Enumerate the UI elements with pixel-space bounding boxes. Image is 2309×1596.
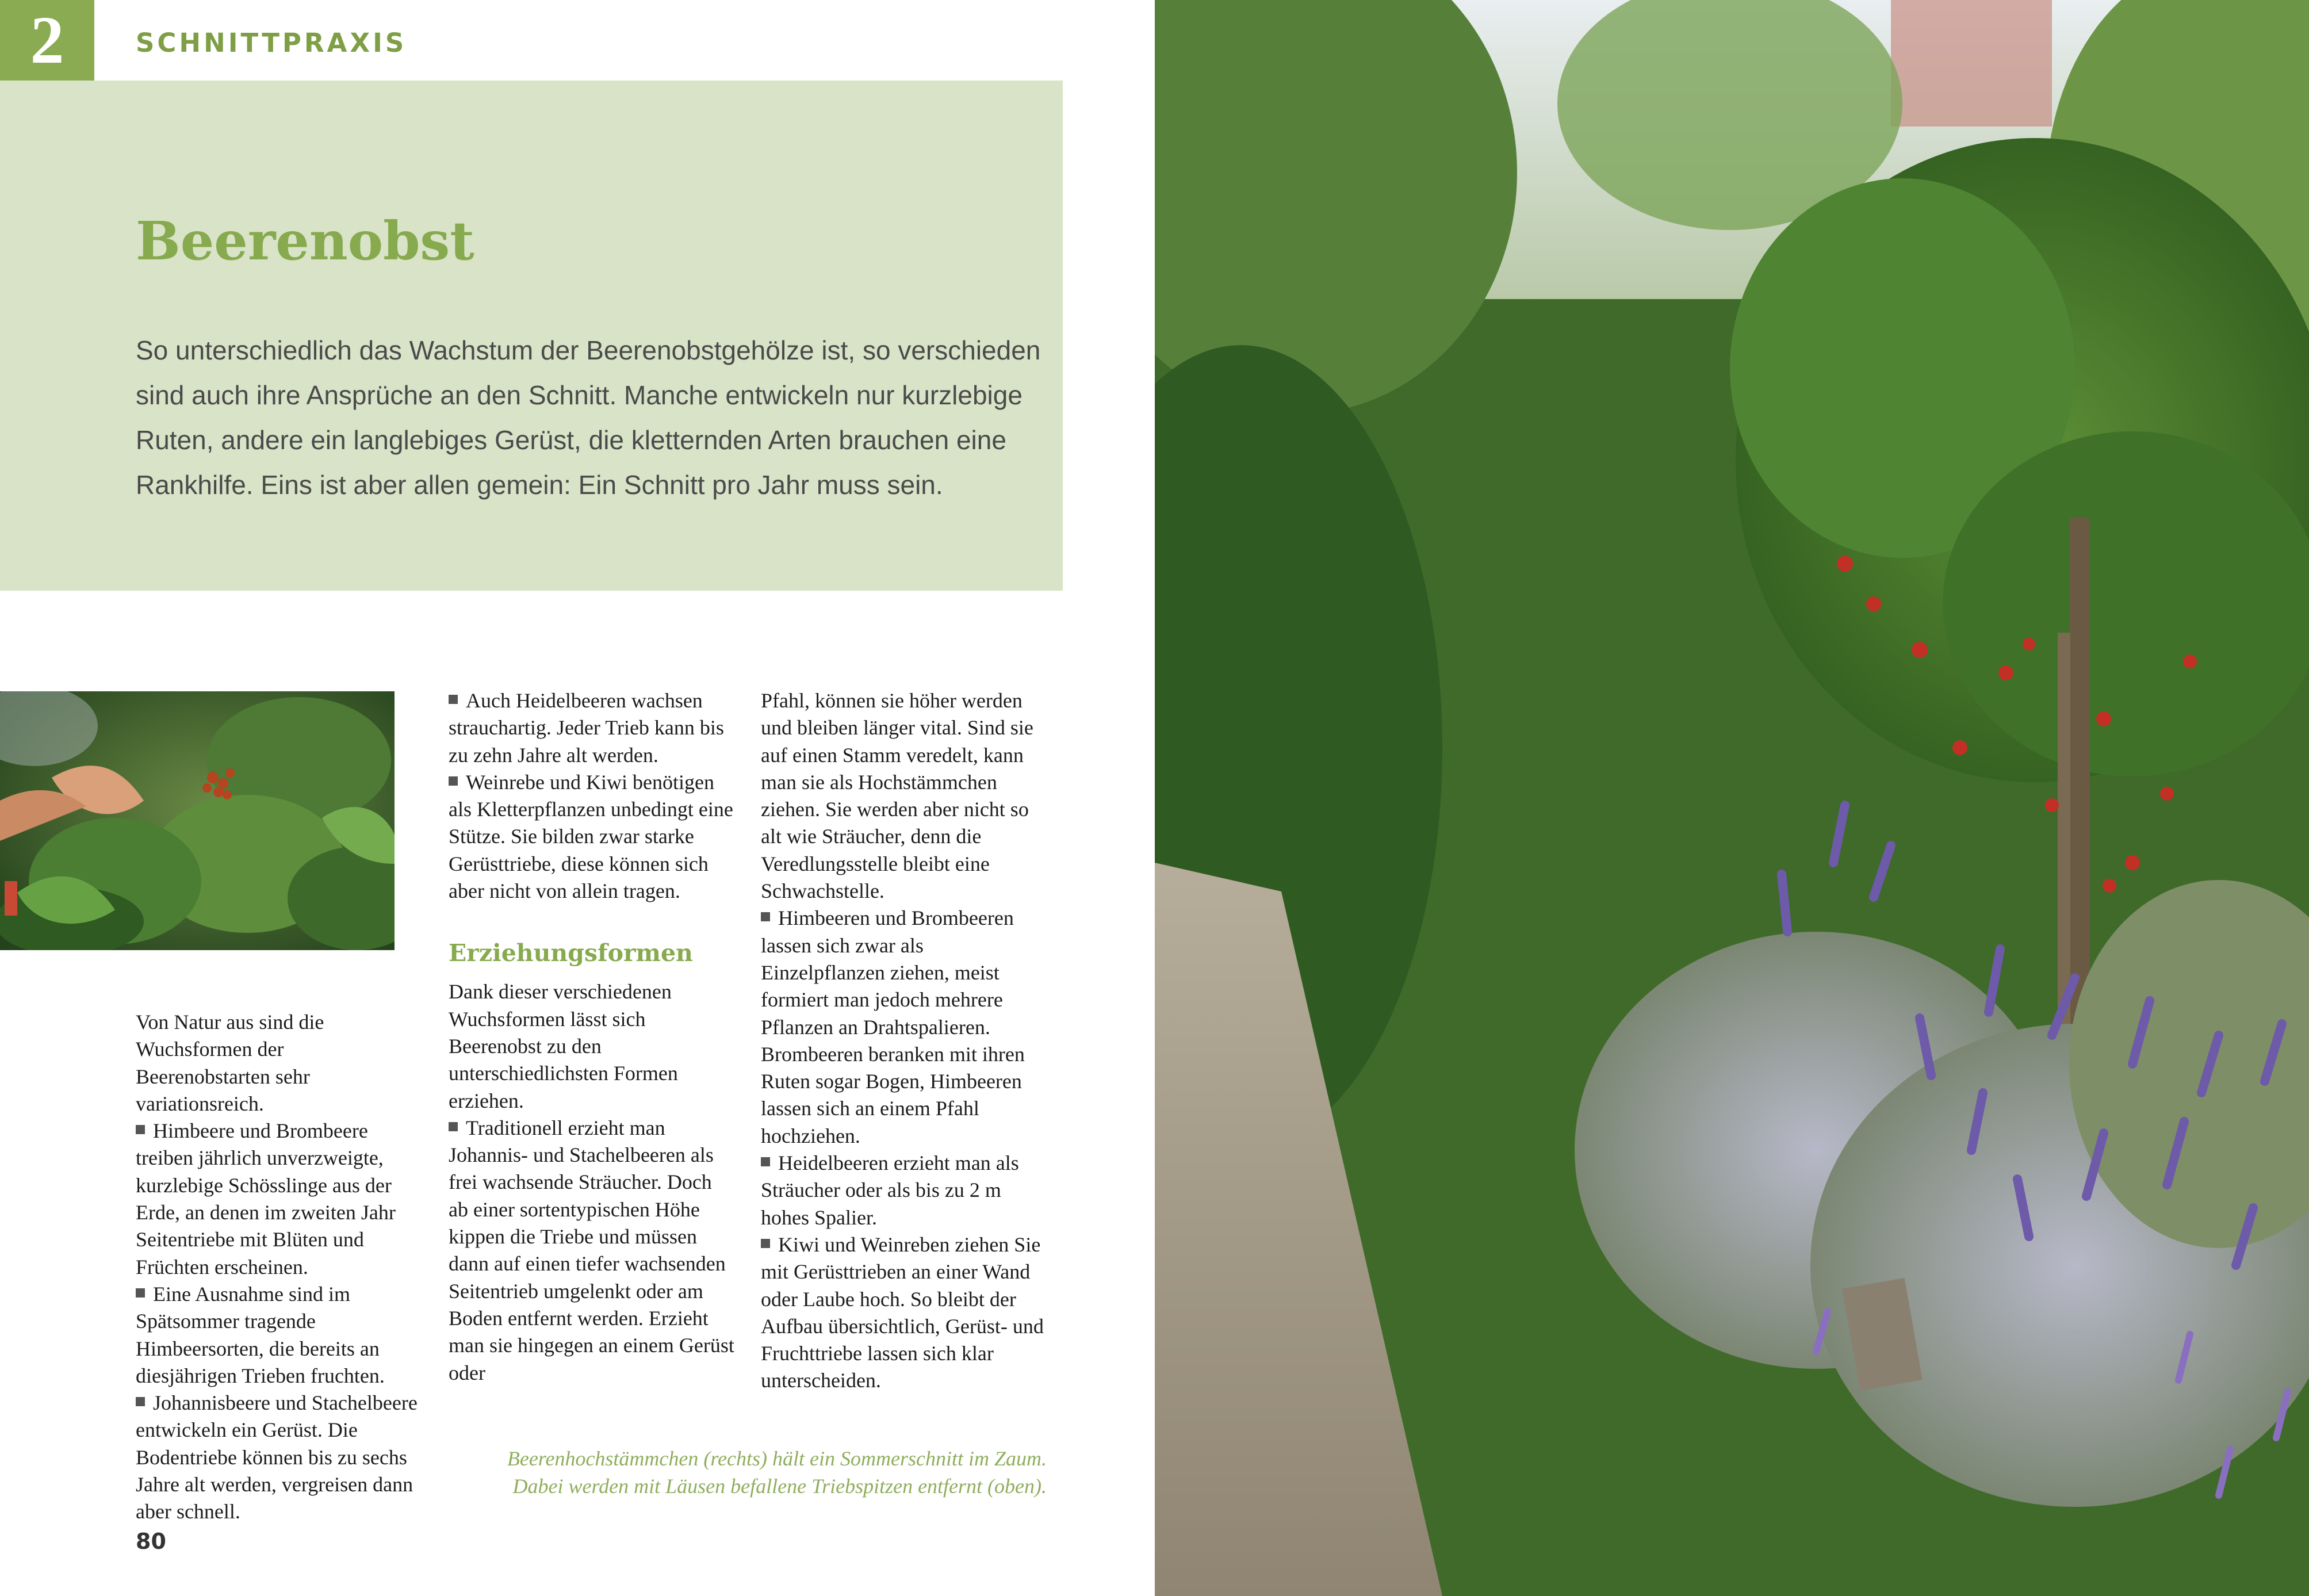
caption-line-2: Dabei werden mit Läusen befallene Triebspitzen entfernt (oben). bbox=[512, 1475, 1047, 1498]
subheading: Erziehungsformen bbox=[449, 939, 693, 967]
bullet-square-icon bbox=[136, 1288, 145, 1298]
column1-bullet: Johannisbeere und Stachelbeere entwickeln ein Gerüst. Die Bodentriebe können bis zu sechs Jahre alt werden, vergreisen dann aber schnell. bbox=[136, 1391, 418, 1524]
column2-bullet: Auch Heidelbeeren wachsen strauchartig. Jeder Trieb kann bis zu zehn Jahre alt werden. bbox=[449, 689, 724, 767]
caption-line-1: Beerenhochstämmchen (rechts) hält ein Sommerschnitt im Zaum. bbox=[507, 1447, 1047, 1470]
column3-continued: Pfahl, können sie höher werden und bleiben länger vital. Sind sie auf einen Stamm veredelt, kann man sie als Hochstämmchen ziehen. Sie werden aber nicht so alt wie Sträucher, denn die Veredlungsstelle bleibt eine Schwachstelle. bbox=[761, 689, 1033, 903]
photo-caption bbox=[437, 1445, 1047, 1500]
lead-paragraph: So unterschiedlich das Wachstum der Beerenobstgehölze ist, so verschieden sind auch ihre Ansprüche an den Schnitt. Manche entwickeln nur kurzlebige Ruten, andere ein langlebiges Gerüst, die kletternden Arten brauchen eine Rankhilfe. Eins ist aber allen gemein: Ein Schnitt pro Jahr muss sein. bbox=[136, 335, 1041, 500]
column2-bullet: Weinrebe und Kiwi benötigen als Kletterpflanzen unbedingt eine Stütze. Sie bilden zwar starke Gerüsttriebe, diese können sich aber nicht von allein tragen. bbox=[449, 770, 733, 903]
column2-bullet: Traditionell erzieht man Johannis- und Stachelbeeren als frei wachsende Sträucher. Doch ab einer sortentypischen Höhe kippen die Triebe und müssen dann auf einen tiefer wachsenden Seitentrieb umgelenkt oder am Boden entfernt werden. Erzieht man sie hingegen an einem Gerüst oder bbox=[449, 1116, 734, 1384]
page-number: 80 bbox=[136, 1529, 166, 1554]
column3-bullet: Himbeeren und Brombeeren lassen sich zwar als Einzelpflanzen ziehen, meist formiert man jedoch mehrere Pflanzen an Drahtspalieren. Brombeeren beranken mit ihren Ruten sogar Bogen, Himbeeren lassen sich an einem Pfahl hochziehen. bbox=[761, 906, 1025, 1147]
column1-intro: Von Natur aus sind die Wuchsformen der Beerenobstarten sehr variationsreich. bbox=[136, 1011, 324, 1115]
bullet-square-icon bbox=[136, 1125, 145, 1134]
running-head: SCHNITTPRAXIS bbox=[136, 28, 407, 58]
currant-pruning-illustration bbox=[0, 691, 395, 950]
bullet-square-icon bbox=[761, 912, 770, 921]
column3-bullet: Heidelbeeren erzieht man als Sträucher oder als bis zu 2 m hohes Spalier. bbox=[761, 1151, 1019, 1229]
bullet-square-icon bbox=[136, 1397, 145, 1406]
text-column-1 bbox=[136, 1009, 423, 1526]
chapter-number-box bbox=[0, 0, 94, 81]
page-title: Beerenobst bbox=[136, 210, 474, 272]
column1-bullet: Eine Ausnahme sind im Spätsommer tragende Himbeersorten, die bereits an diesjährigen Trieben fruchten. bbox=[136, 1282, 385, 1387]
column3-bullet: Kiwi und Weinreben ziehen Sie mit Gerüsttrieben an einer Wand oder Laube hoch. So bleibt der Aufbau übersichtlich, Gerüst- und Fruchttriebe lassen sich klar unterscheiden. bbox=[761, 1233, 1044, 1392]
column1-bullet: Himbeere und Brombeere treiben jährlich unverzweigte, kurzlebige Schösslinge aus der Erde, an denen im zweiten Jahr Seitentriebe mit Blüten und Früchten erscheinen. bbox=[136, 1119, 396, 1279]
small-photo bbox=[0, 691, 395, 950]
bullet-square-icon bbox=[449, 776, 458, 786]
bullet-square-icon bbox=[449, 1122, 458, 1131]
bullet-square-icon bbox=[761, 1157, 770, 1166]
text-column-3 bbox=[761, 687, 1048, 1395]
text-column-2 bbox=[449, 687, 736, 1387]
right-page bbox=[1155, 0, 2309, 1596]
chapter-number: 2 bbox=[30, 2, 64, 78]
column2-body: Dank dieser verschiedenen Wuchsformen lässt sich Beerenobst zu den unterschiedlichsten Formen erziehen. bbox=[449, 980, 678, 1112]
bullet-square-icon bbox=[449, 695, 458, 704]
bullet-square-icon bbox=[761, 1239, 770, 1248]
large-photo bbox=[1155, 0, 2309, 1596]
